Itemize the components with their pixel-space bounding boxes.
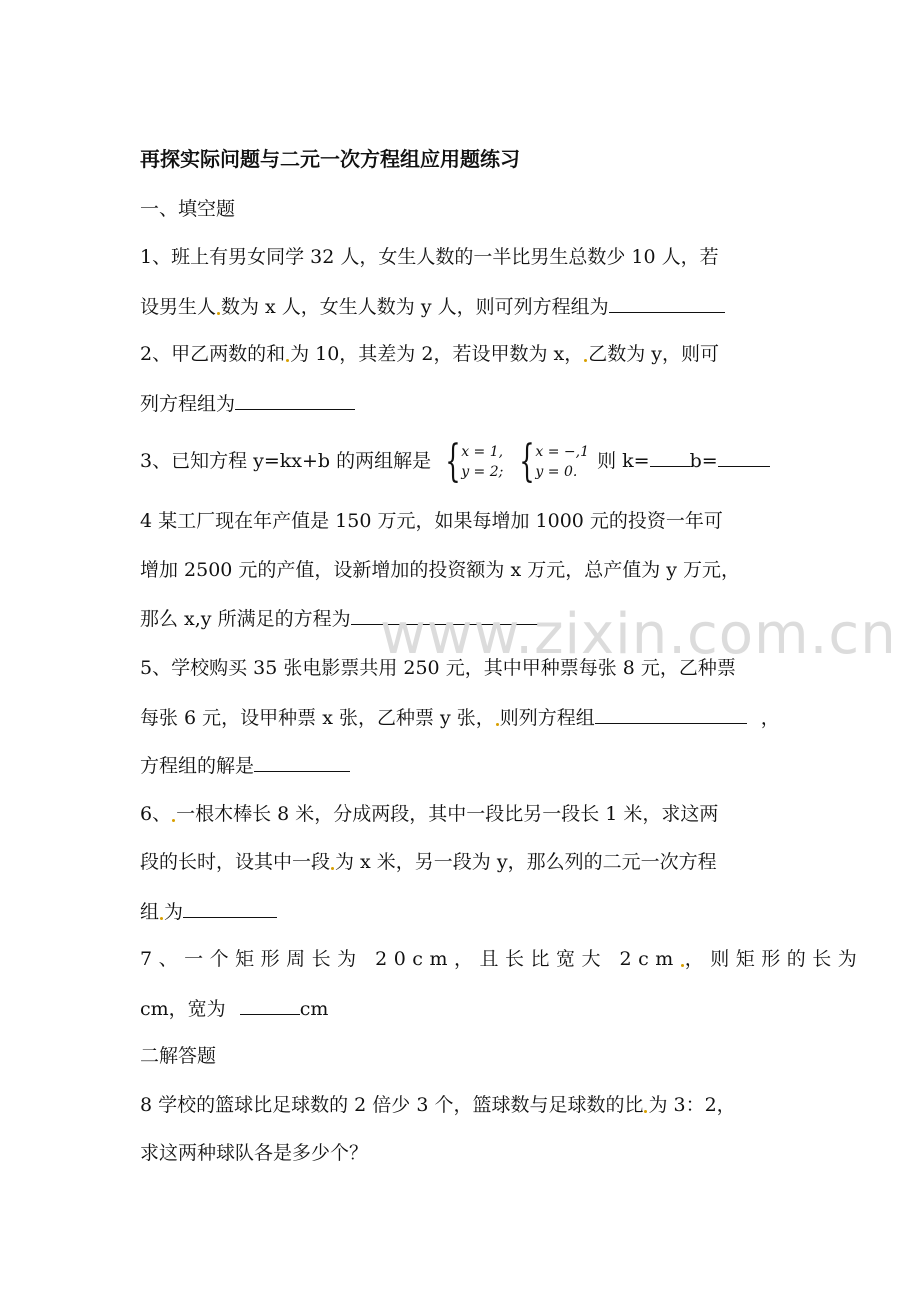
question-3-b-label: b= xyxy=(689,450,718,472)
question-5-text-b: 则列方程组 xyxy=(499,707,595,729)
question-6-line-3 xyxy=(140,899,277,924)
question-7-line-2 xyxy=(140,996,328,1021)
marker-dot xyxy=(331,867,334,870)
question-4-text: 那么 x,y 所满足的方程为 xyxy=(140,608,351,630)
system-2-row-1: x = −,1 xyxy=(535,444,590,460)
question-6-line-1 xyxy=(140,802,718,826)
question-6-text-e: 组 xyxy=(140,901,160,923)
question-7-text-b: ，则矩形的长为 xyxy=(684,948,864,970)
question-8-line-2: 求这两种球队各是多少个？ xyxy=(140,1142,369,1164)
question-8-line-1 xyxy=(140,1093,736,1117)
answer-blank-k[interactable] xyxy=(650,448,690,467)
marker-dot xyxy=(681,964,684,967)
system-1-row-2: y = 2; xyxy=(461,464,504,480)
question-7-unit: cm xyxy=(299,998,329,1020)
question-5-line-2 xyxy=(140,705,780,730)
question-2-text-c: 乙数为 y，则可 xyxy=(588,343,719,365)
answer-blank-7[interactable] xyxy=(240,996,300,1015)
question-8-text-b: 为 3：2， xyxy=(648,1094,736,1116)
page-title: 再探实际问题与二元一次方程组应用题练习 xyxy=(140,147,520,171)
question-7-text-a: 7、一个矩形周长为 20cm，且长比宽大 2cm xyxy=(140,948,680,970)
question-3 xyxy=(140,436,770,487)
question-1-text-a: 设男生人 xyxy=(140,296,217,318)
equation-system-2 xyxy=(513,436,590,487)
question-5-line-1: 5、学校购买 35 张电影票共用 250 元，其中甲种票每张 8 元，乙种票 xyxy=(140,657,736,679)
question-1-line-2 xyxy=(140,294,725,319)
answer-blank-5a[interactable] xyxy=(595,705,747,724)
question-6-line-2 xyxy=(140,850,717,874)
question-4-line-1: 4 某工厂现在年产值是 150 万元，如果每增加 1000 元的投资一年可 xyxy=(140,510,723,532)
question-7-text-c: cm，宽为 xyxy=(140,998,226,1020)
section-heading-answer: 二解答题 xyxy=(140,1045,217,1067)
question-8-text-a: 8 学校的篮球比足球数的 2 倍少 3 个，篮球数与足球数的比 xyxy=(140,1094,644,1116)
answer-blank-b[interactable] xyxy=(718,448,770,467)
question-6-text-a: 6、 xyxy=(140,803,172,825)
brace-icon: { xyxy=(445,436,461,487)
answer-blank-6[interactable] xyxy=(183,899,277,918)
watermark: www.zixin.com.cn xyxy=(380,602,897,667)
question-5-comma: ， xyxy=(760,707,780,729)
equation-system-1 xyxy=(439,436,504,487)
marker-dot xyxy=(160,917,163,920)
question-5-text-a: 每张 6 元，设甲种票 x 张，乙种票 y 张， xyxy=(140,707,495,729)
question-2-text-a: 2、甲乙两数的和 xyxy=(140,343,286,365)
marker-dot xyxy=(172,819,175,822)
marker-dot xyxy=(286,359,289,362)
question-6-text-b: 一根木棒长 8 米，分成两段，其中一段比另一段长 1 米，求这两 xyxy=(176,803,719,825)
question-2-text-d: 列方程组为 xyxy=(140,393,236,415)
answer-blank-2[interactable] xyxy=(235,391,355,410)
question-5-line-3 xyxy=(140,753,350,778)
brace-icon: { xyxy=(519,436,536,487)
question-7-line-1 xyxy=(140,947,863,971)
question-6-text-c: 段的长时，设其中一段 xyxy=(140,851,331,873)
question-3-text: 3、已知方程 y=kx+b 的两组解是 xyxy=(140,450,432,472)
question-3-k-label: 则 k= xyxy=(597,450,650,472)
marker-dot xyxy=(584,359,587,362)
system-1-row-1: x = 1, xyxy=(461,444,504,460)
question-2-line-1 xyxy=(140,342,719,366)
question-6-text-f: 为 xyxy=(164,901,184,923)
section-heading-fill-blank: 一、填空题 xyxy=(140,198,236,220)
question-4-line-2: 增加 2500 元的产值，设新增加的投资额为 x 万元，总产值为 y 万元， xyxy=(140,559,741,581)
question-2-line-2 xyxy=(140,391,355,416)
question-5-text-c: 方程组的解是 xyxy=(140,755,255,777)
marker-dot xyxy=(496,723,499,726)
question-1-text-b: 数为 x 人，女生人数为 y 人，则可列方程组为 xyxy=(221,296,609,318)
answer-blank-1[interactable] xyxy=(609,294,725,313)
question-6-text-d: 为 x 米，另一段为 y，那么列的二元一次方程 xyxy=(335,851,717,873)
answer-blank-5b[interactable] xyxy=(254,753,350,772)
question-2-text-b: 为 10，其差为 2，若设甲数为 x， xyxy=(290,343,584,365)
system-2-row-2: y = 0. xyxy=(535,464,578,480)
marker-dot xyxy=(217,312,220,315)
question-1-line-1: 1、班上有男女同学 32 人，女生人数的一半比男生总数少 10 人，若 xyxy=(140,246,719,268)
